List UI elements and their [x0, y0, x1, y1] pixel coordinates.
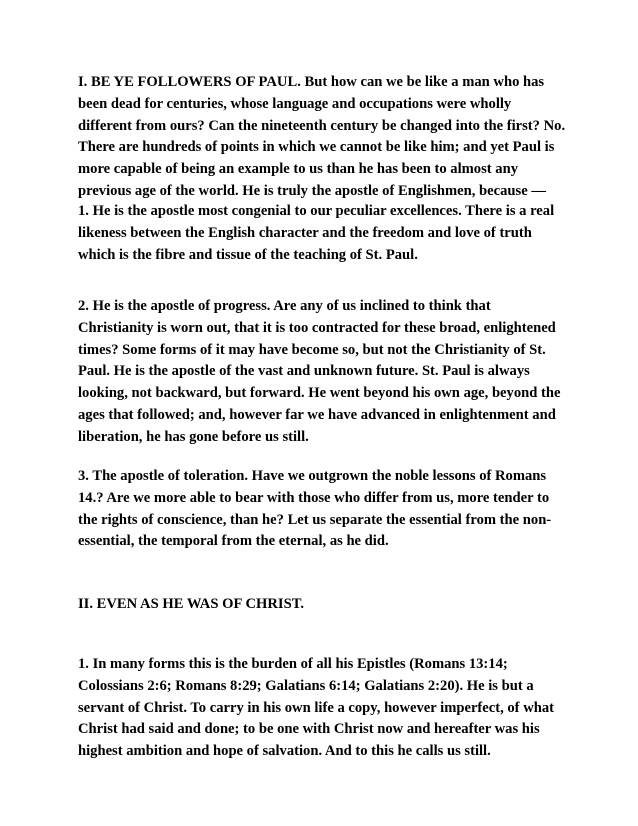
paragraph-point-4	[78, 654, 568, 763]
text-line: servant of Christ. To carry in his own life a copy, however imperfect, of what	[78, 699, 555, 716]
text-line: II. EVEN AS HE WAS OF CHRIST.	[78, 596, 304, 612]
paragraph-intro	[78, 72, 568, 203]
text-line: Christianity is worn out, that it is too contracted for these broad, enlightened	[78, 319, 556, 336]
text-line: previous age of the world. He is truly the apostle of Englishmen, because —	[78, 182, 546, 199]
text-line: essential, the temporal from the eternal, as he did.	[78, 533, 389, 550]
text-line: 1. He is the apostle most congenial to our peculiar excellences. There is a real	[78, 203, 555, 219]
paragraph-point-3	[78, 466, 568, 553]
text-line: I. BE YE FOLLOWERS OF PAUL. But how can we be like a man who has	[78, 74, 545, 90]
text-line: which is the fibre and tissue of the teaching of St. Paul.	[78, 246, 418, 263]
paragraph-point-2	[78, 296, 568, 449]
text-line: Colossians 2:6; Romans 8:29; Galatians 6:14; Galatians 2:20). He is but a	[78, 677, 534, 694]
text-line: looking, not backward, but forward. He went beyond his own age, beyond the	[78, 385, 561, 402]
text-line: the rights of conscience, than he? Let us separate the essential from the non-	[78, 511, 552, 528]
paragraph-point-1	[78, 201, 568, 266]
text-line: 2. He is the apostle of progress. Are any of us inclined to think that	[78, 298, 491, 314]
text-line: 3. The apostle of toleration. Have we outgrown the noble lessons of Romans	[78, 468, 547, 484]
text-line: 1. In many forms this is the burden of all his Epistles (Romans 13:14;	[78, 656, 508, 672]
text-line: more capable of being an example to us than he has been to almost any	[78, 161, 518, 178]
text-line: highest ambition and hope of salvation. And to this he calls us still.	[78, 743, 491, 760]
text-line: liberation, he has gone before us still.	[78, 428, 309, 445]
text-line: ages that followed; and, however far we have advanced in enlightenment and	[78, 406, 556, 423]
text-line: times? Some forms of it may have become so, but not the Christianity of St.	[78, 341, 546, 358]
text-line: likeness between the English character and the freedom and love of truth	[78, 224, 532, 241]
text-line: There are hundreds of points in which we cannot be like him; and yet Paul is	[78, 139, 555, 156]
text-line: been dead for centuries, whose language and occupations were wholly	[78, 95, 512, 112]
text-line: 14.? Are we more able to bear with those who differ from us, more tender to	[78, 489, 550, 506]
text-line: Paul. He is the apostle of the vast and unknown future. St. Paul is always	[78, 363, 530, 380]
section-heading	[78, 594, 568, 616]
text-line: Christ had said and done; to be one with Christ now and hereafter was his	[78, 721, 540, 738]
text-line: different from ours? Can the nineteenth century be changed into the first? No.	[78, 117, 566, 134]
